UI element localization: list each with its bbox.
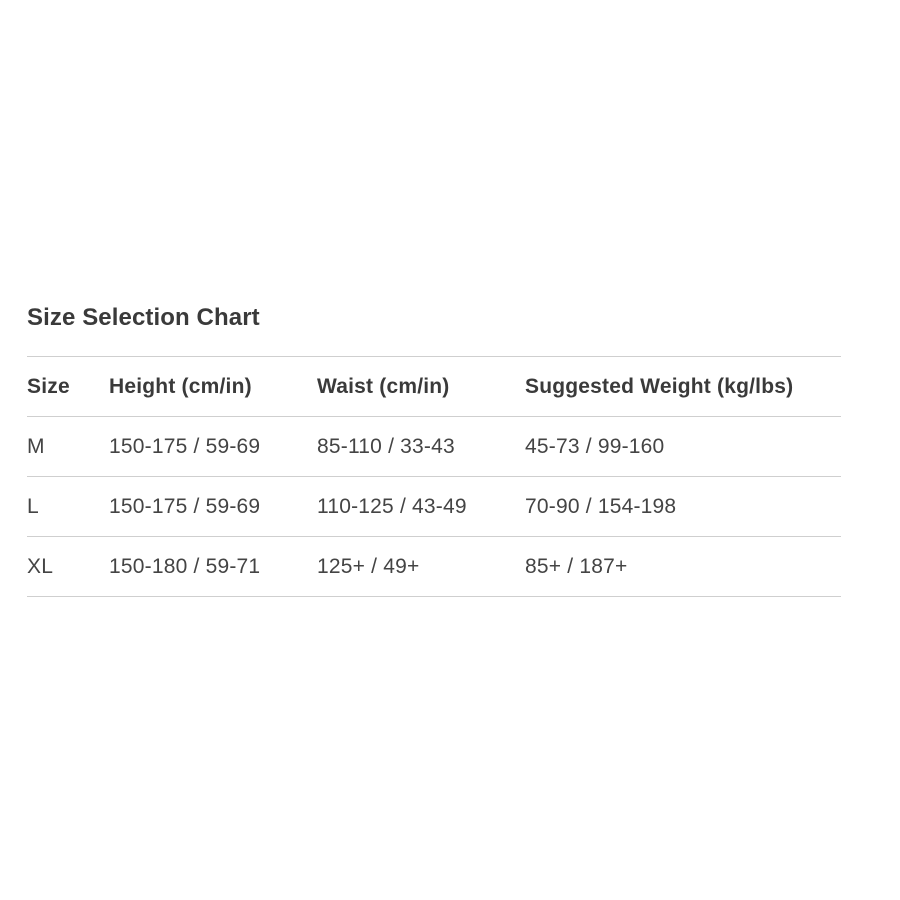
size-chart [27,298,841,597]
table-header-row [27,357,841,417]
chart-title: Size Selection Chart [27,304,260,331]
cell-weight: 85+ / 187+ [525,554,628,578]
cell-height: 150-175 / 59-69 [109,434,261,458]
header-waist: Waist (cm/in) [317,374,450,398]
cell-height: 150-180 / 59-71 [109,554,261,578]
size-table [27,356,841,597]
header-weight: Suggested Weight (kg/lbs) [525,374,794,398]
cell-waist: 85-110 / 33-43 [317,434,455,458]
cell-size: XL [27,554,54,578]
header-size: Size [27,374,70,398]
cell-height: 150-175 / 59-69 [109,494,261,518]
table-row [27,417,841,477]
cell-waist: 125+ / 49+ [317,554,420,578]
cell-waist: 110-125 / 43-49 [317,494,467,518]
header-height: Height (cm/in) [109,374,252,398]
cell-weight: 45-73 / 99-160 [525,434,665,458]
table-row [27,477,841,537]
cell-weight: 70-90 / 154-198 [525,494,677,518]
cell-size: L [27,494,39,518]
table-row [27,537,841,597]
cell-size: M [27,434,45,458]
